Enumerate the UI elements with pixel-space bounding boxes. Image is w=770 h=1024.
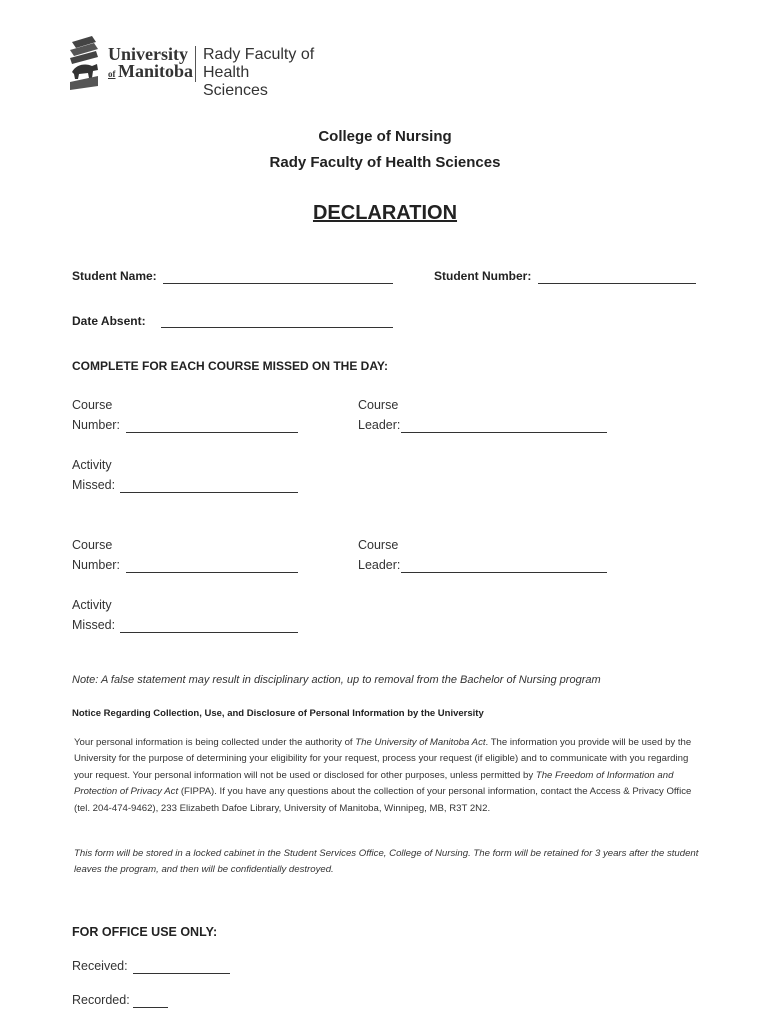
logo-manitoba: Manitoba [118, 61, 194, 81]
student-number-label: Student Number: [434, 269, 532, 283]
student-name-field[interactable] [163, 283, 393, 284]
course-1-label: Course [72, 398, 113, 412]
activity-2-label: Activity [72, 598, 112, 612]
course-1-leader-field[interactable] [401, 432, 607, 433]
course-2-leader-field[interactable] [401, 572, 607, 573]
privacy-notice-heading: Notice Regarding Collection, Use, and Disclosure of Personal Information by the University [72, 708, 484, 719]
notice-text-a: Your personal information is being collected under the authority of [74, 737, 356, 748]
student-name-label: Student Name: [72, 269, 157, 283]
logo-of: of [108, 69, 116, 79]
course-1-leader-label: Leader: [358, 418, 401, 432]
course-2-label: Course [72, 538, 113, 552]
notice-text-b: . The information you provide will be used by the University for the purpose of determining your eligibility for your request, process your request (if eligible) and to communicate with you regarding your request. Your personal information will not be used or disclosed for other purposes, unless permitted by [74, 737, 692, 781]
received-field[interactable] [133, 973, 230, 974]
faculty-title: Rady Faculty of Health Sciences [269, 154, 501, 171]
logo-university: University [108, 44, 188, 64]
received-label: Received: [72, 959, 128, 973]
course-2-number-field[interactable] [126, 572, 298, 573]
false-statement-note: Note: A false statement may result in disciplinary action, up to removal from the Bachelor of Nursing program [72, 674, 601, 686]
logo-faculty-line2: Health Sciences [203, 64, 268, 99]
student-number-field[interactable] [538, 283, 696, 284]
date-absent-label: Date Absent: [72, 314, 146, 328]
activity-1-label: Activity [72, 458, 112, 472]
course-1-leader-top-label: Course [358, 398, 399, 412]
activity-2-missed-label: Missed: [72, 618, 116, 632]
course-2-leader-label: Leader: [358, 558, 401, 572]
course-1-number-field[interactable] [126, 432, 298, 433]
notice-fippa-name: The Freedom of Information and Protection of Privacy Act [74, 769, 674, 798]
activity-1-missed-field[interactable] [120, 492, 298, 493]
notice-act-name: The University of Manitoba Act [355, 737, 486, 748]
university-logo [68, 34, 318, 99]
declaration-title: DECLARATION [312, 202, 458, 224]
course-2-number-label: Number: [72, 558, 120, 572]
date-absent-field[interactable] [161, 327, 393, 328]
bison-crest-icon [68, 34, 102, 90]
privacy-notice-paragraph [74, 735, 704, 817]
activity-2-missed-field[interactable] [120, 632, 298, 633]
office-use-heading: FOR OFFICE USE ONLY: [72, 925, 218, 939]
notice-text-c: (FIPPA). If you have any questions about the collection of your personal information, contact the Access & Privacy Office (tel. 204-474-9462), 233 Elizabeth Dafoe Library, University of Manitoba, Winnipeg, MB, R3T 2N2. [74, 786, 692, 814]
logo-faculty-line1: Rady Faculty of [203, 46, 315, 63]
logo-divider [195, 46, 196, 82]
recorded-field[interactable] [133, 1007, 168, 1008]
activity-1-missed-label: Missed: [72, 478, 116, 492]
storage-notice-paragraph: This form will be stored in a locked cabinet in the Student Services Office, College of Nursing. The form will be retained for 3 years after the student leaves the program, and then will be confidentially destroyed. [74, 848, 699, 875]
college-title: College of Nursing [318, 128, 452, 145]
section-heading: COMPLETE FOR EACH COURSE MISSED ON THE DAY: [72, 359, 389, 373]
recorded-label: Recorded: [72, 993, 130, 1007]
course-2-leader-top-label: Course [358, 538, 399, 552]
course-1-number-label: Number: [72, 418, 120, 432]
